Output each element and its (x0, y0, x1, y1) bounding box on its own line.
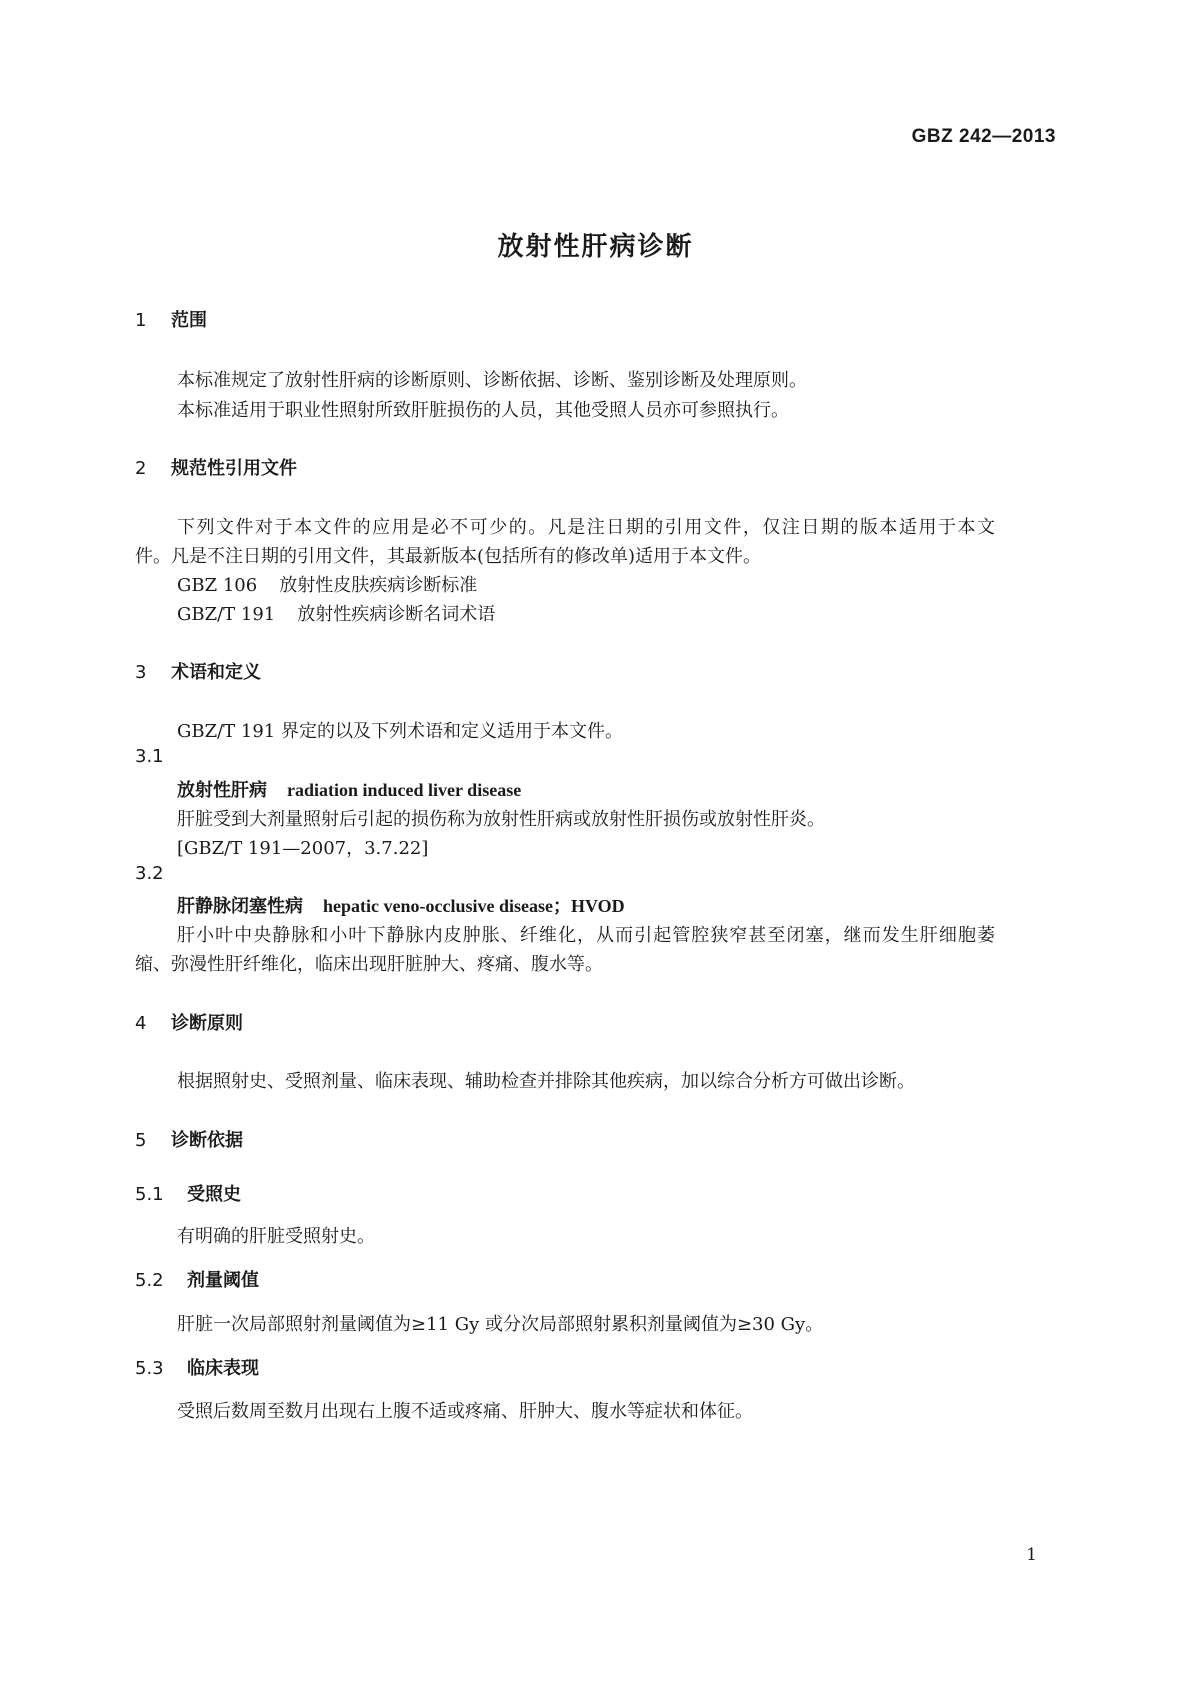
section-number: 2 (135, 458, 147, 479)
section-number: 4 (135, 1013, 147, 1034)
term-chinese: 肝静脉闭塞性病 (177, 896, 303, 917)
section-2-heading (135, 454, 297, 480)
paragraph: 肝脏一次局部照射剂量阈值为≥11 Gy 或分次局部照射累积剂量阈值为≥30 Gy。 (177, 1314, 824, 1335)
term-english: hepatic veno-occlusive disease；HVOD (323, 896, 625, 916)
section-number: 5.3 (135, 1358, 164, 1379)
paragraph: 本标准规定了放射性肝病的诊断原则、诊断依据、诊断、鉴别诊断及处理原则。 (177, 370, 807, 391)
term-entry (177, 776, 521, 802)
normative-reference (177, 571, 477, 597)
section-title: 规范性引用文件 (171, 458, 297, 479)
reference-code: GBZ/T 191 (177, 604, 276, 625)
term-definition-line: 缩、弥漫性肝纤维化，临床出现肝脏肿大、疼痛、腹水等。 (135, 954, 603, 975)
paragraph: 本标准适用于职业性照射所致肝脏损伤的人员，其他受照人员亦可参照执行。 (177, 400, 789, 421)
section-4-heading (135, 1009, 243, 1035)
standard-code: GBZ 242—2013 (911, 126, 1056, 147)
section-5-1-heading (135, 1180, 241, 1206)
term-entry (177, 892, 625, 918)
term-source: [GBZ/T 191—2007，3.7.22] (177, 838, 429, 859)
section-number: 3 (135, 662, 147, 683)
term-chinese: 放射性肝病 (177, 780, 267, 801)
section-5-2-heading (135, 1266, 259, 1292)
term-number: 3.1 (135, 746, 164, 767)
section-title: 剂量阈值 (187, 1270, 259, 1291)
term-definition: 肝脏受到大剂量照射后引起的损伤称为放射性肝病或放射性肝损伤或放射性肝炎。 (177, 809, 825, 830)
page-number: 1 (1026, 1545, 1037, 1565)
document-title: 放射性肝病诊断 (497, 232, 694, 262)
term-english: radiation induced liver disease (287, 780, 522, 800)
section-number: 5.2 (135, 1270, 164, 1291)
section-5-3-heading (135, 1354, 259, 1380)
section-title: 术语和定义 (171, 662, 261, 683)
term-definition-line: 肝小叶中央静脉和小叶下静脉内皮肿胀、纤维化，从而引起管腔狭窄甚至闭塞，继而发生肝细胞萎 (177, 925, 995, 946)
reference-title: 放射性皮肤疾病诊断标准 (279, 575, 478, 596)
section-3-heading (135, 658, 261, 684)
normative-reference (177, 600, 495, 626)
paragraph-line: 件。凡是不注日期的引用文件，其最新版本(包括所有的修改单)适用于本文件。 (135, 546, 762, 567)
section-5-heading (135, 1126, 243, 1152)
paragraph: 根据照射史、受照剂量、临床表现、辅助检查并排除其他疾病，加以综合分析方可做出诊断。 (177, 1071, 915, 1092)
section-title: 临床表现 (187, 1358, 259, 1379)
section-title: 受照史 (187, 1184, 241, 1205)
section-title: 诊断原则 (171, 1013, 243, 1034)
section-number: 5.1 (135, 1184, 164, 1205)
term-number: 3.2 (135, 863, 164, 884)
section-number: 5 (135, 1130, 147, 1151)
paragraph: GBZ/T 191 界定的以及下列术语和定义适用于本文件。 (177, 721, 623, 742)
reference-code: GBZ 106 (177, 575, 258, 596)
reference-title: 放射性疾病诊断名词术语 (297, 604, 496, 625)
paragraph-line: 下列文件对于本文件的应用是必不可少的。凡是注日期的引用文件，仅注日期的版本适用于本文 (177, 517, 995, 538)
section-number: 1 (135, 310, 147, 331)
section-title: 范围 (171, 310, 207, 331)
paragraph: 受照后数周至数月出现右上腹不适或疼痛、肝肿大、腹水等症状和体征。 (177, 1401, 753, 1422)
section-1-heading (135, 306, 207, 332)
paragraph: 有明确的肝脏受照射史。 (177, 1226, 375, 1247)
section-title: 诊断依据 (171, 1130, 243, 1151)
